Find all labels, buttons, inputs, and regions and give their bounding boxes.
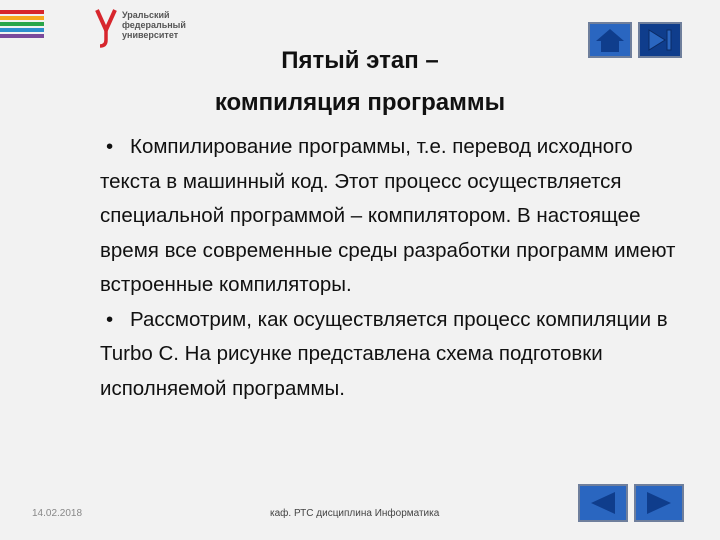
logo-stripe <box>0 16 44 20</box>
last-slide-button[interactable] <box>638 22 682 58</box>
previous-slide-button[interactable] <box>578 484 628 522</box>
bullet-marker: • <box>106 307 114 331</box>
home-icon <box>593 26 627 54</box>
logo-stripe <box>0 10 44 14</box>
prev-arrow-icon <box>585 489 621 517</box>
top-navigation <box>588 22 682 58</box>
paragraph-text: Рассмотрим, как осуществляется процесс компиляции в Turbo C. На рисунке представлена схема подготовки исполняемой программы. <box>100 307 668 400</box>
footer-date: 14.02.2018 <box>32 508 83 519</box>
slide-body <box>100 130 680 406</box>
home-button[interactable] <box>588 22 632 58</box>
bottom-navigation <box>578 484 684 522</box>
university-name-line: федеральный <box>122 20 186 30</box>
logo-stripe <box>0 28 44 32</box>
logo-stripe <box>0 34 44 38</box>
bullet-paragraph <box>100 130 680 303</box>
university-name-line: Уральский <box>122 10 170 20</box>
bullet-marker: • <box>106 135 114 158</box>
title-line: Пятый этап – <box>281 47 439 74</box>
paragraph-text: Компилирование программы, т.е. перевод исходного текста в машинный код. Этот процесс осуществляется специальной программой – компилятором. В настоящее время все современные среды разработки программ имеют встроенные компиляторы. <box>100 135 676 296</box>
next-arrow-icon <box>641 489 677 517</box>
footer-department: каф. РТС дисциплина Информатика <box>270 508 440 519</box>
university-name-line: университет <box>122 30 179 40</box>
logo-stripe <box>0 22 44 26</box>
skip-forward-icon <box>645 27 675 53</box>
next-slide-button[interactable] <box>634 484 684 522</box>
logo-stripes <box>0 10 44 40</box>
title-line: компиляция программы <box>214 89 506 116</box>
university-name <box>122 10 186 40</box>
university-logo-icon <box>95 8 117 48</box>
bullet-paragraph <box>100 303 680 407</box>
slide-title <box>140 40 580 124</box>
